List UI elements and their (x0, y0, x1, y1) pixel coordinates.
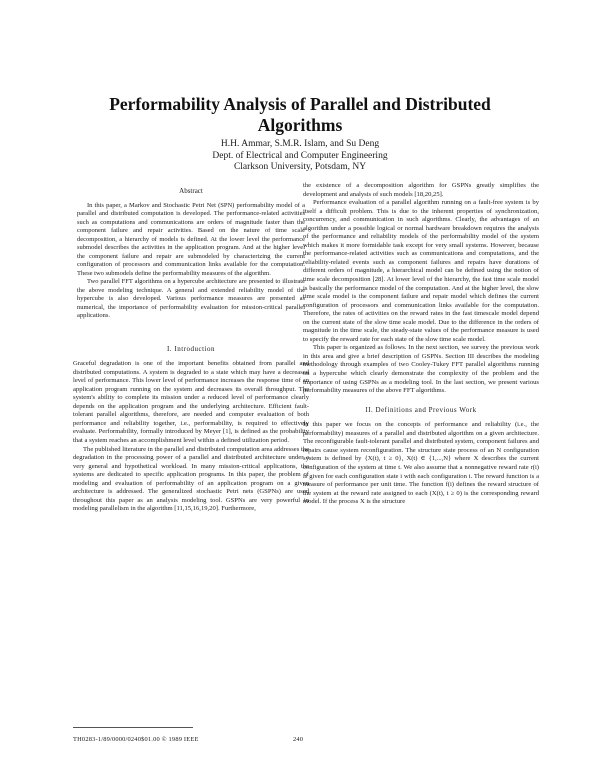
abstract-paragraph: Two parallel FFT algorithms on a hypercube architecture are presented to illustrate the above modeling technique. A general and extended reliability model of the hypercube is also developed. Various performance measures are presented as numerical, the importance of performability evaluation for mission-critical parallel applications. (77, 278, 305, 320)
copyright-id: TH0283-1/89/0000/0240$01.00 © 1989 IEEE (73, 736, 199, 743)
title-line-2: Algorithms (257, 115, 343, 135)
author-block (100, 139, 500, 174)
intro-paragraph: The published literature in the parallel and distributed computation area addresses the degradation in the processing power of a parallel and distributed architecture under a very general and hypothetical workload. In many mission-critical applications, the systems are dedicated to specific application programs. In this paper, the problem of modeling and evaluation of performability of an application program on a given architecture is addressed. The generalized stochastic Petri nets (GSPNs) are used throughout this paper as an analysis modeling tool. GSPNs are very powerful in modeling parallelism in the algorithm [11,15,16,19,20]. Furthermore, (73, 445, 309, 513)
abstract-paragraph: In this paper, a Markov and Stochastic Petri Net (SPN) performability model of a parallel and distributed computation is developed. The performance-related activities such as computations and communications are orders of magnitude faster than the component failure and repair activities. Based on the nature of time scale decomposition, a hierarchy of models is defined. At the lower level the performance submodel describes the activities in the application program. And at the higher level the component failure and repair are submodeled by characterizing the current configuration of processors and communication links available for the computation. These two submodels define the performability measures of the algorithm. (77, 201, 305, 277)
body-paragraph: In this paper we focus on the concepts of performance and reliability (i.e., the performability) measures of a parallel and distributed algorithm on a given architecture. The reconfigurable fault-tolerant parallel and distributed system, component failures and repairs cause system reconfiguration. The structure state process of an N configuration system is defined by {X(t), t ≥ 0}, X(t) ∈ {1,...,N} where X describes the current configuration of the system at time t. We also assume that a nonnegative reward rate r(i) is given for each configuration state i with each configuration i. The reward function is a measure of performance per unit time. The function f(i) defines the reward structure of the system at the reward rate assigned to each (X(t), t ≥ 0) is the corresponding reward model. If the process X is the structure (303, 421, 539, 506)
body-paragraph: the existence of a decomposition algorithm for GSPNs greatly simplifies the development and analysis of such models [18,20,25]. (303, 182, 539, 198)
title-line-1: Performability Analysis of Parallel and Distributed (109, 94, 491, 114)
page-number: 240 (293, 736, 304, 743)
section-2-heading: II. Definitions and Previous Work (365, 405, 477, 414)
left-column (73, 185, 309, 514)
authors: H.H. Ammar, S.M.R. Islam, and Su Deng (220, 139, 380, 149)
right-column (303, 182, 539, 507)
paper-title (60, 94, 540, 136)
body-paragraph: Performance evaluation of a parallel algorithm running on a fault-free system is by itself a difficult problem. This is due to the inherent properties of synchronization, concurrency, and communication in such algorithms. Clearly, the advantages of an algorithm under a possible logical or normal hardware breakdown requires the analysis of the performance and reliability models of the performability model of the system which makes it more formidable task except for very small systems. However, because the performance-related activities such as communications and computations, and the reliability-related events such as component failures and repairs have durations of different orders of magnitude, a hierarchical model can be defined using the notion of time scale decomposition [28]. At lower level of the hierarchy, the fast time scale model is basically the performance model of the computation. And at the higher level, the slow time scale model is the component failure and repair model which defines the current configuration of processors and communication links available for the computation. Therefore, the rates of activities on the reward rates in the fast timescale model depend on the current state of the slow time scale model. Due to the difference in the orders of magnitude in the time scale, the steady-state values of the performance measure is used to specify the reward rate for each state of the slow time scale model. (303, 199, 539, 343)
abstract-heading: Abstract (179, 187, 203, 195)
abstract-body (73, 202, 309, 321)
introduction-heading: I. Introduction (167, 344, 215, 353)
intro-paragraph: Graceful degradation is one of the important benefits obtained from parallel and distributed computations. A system is degraded to a state which may have a decreased level of performance. This lower level of performance increases the response time of an application program running on the system and decreases its overall throughput. The system's ability to complete its mission under a reduced level of performance clearly depends on the application program and the underlying architecture. Efficient fault-tolerant parallel algorithms, therefore, are needed and computer evaluation of both performance and reliability together, i.e., performability, is required to effectively evaluate. Performability, formally introduced by Meyer [1], is defined as the probability that a system reaches an accomplishment level within a defined utilization period. (73, 360, 309, 445)
body-paragraph: This paper is organized as follows. In the next section, we survey the previous work in this area and give a brief description of GSPNs. Section III describes the modeling methodology through examples of two Cooley-Tukey FFT parallel algorithms running on a hypercube which clearly demonstrate the complexity of the problem and the importance of using GSPNs as a modeling tool. In the last section, we present various performability measures of the above FFT algorithms. (303, 344, 539, 395)
institution: Clarkson University, Potsdam, NY (233, 162, 367, 172)
affiliation: Dept. of Electrical and Computer Engineering (212, 150, 388, 161)
